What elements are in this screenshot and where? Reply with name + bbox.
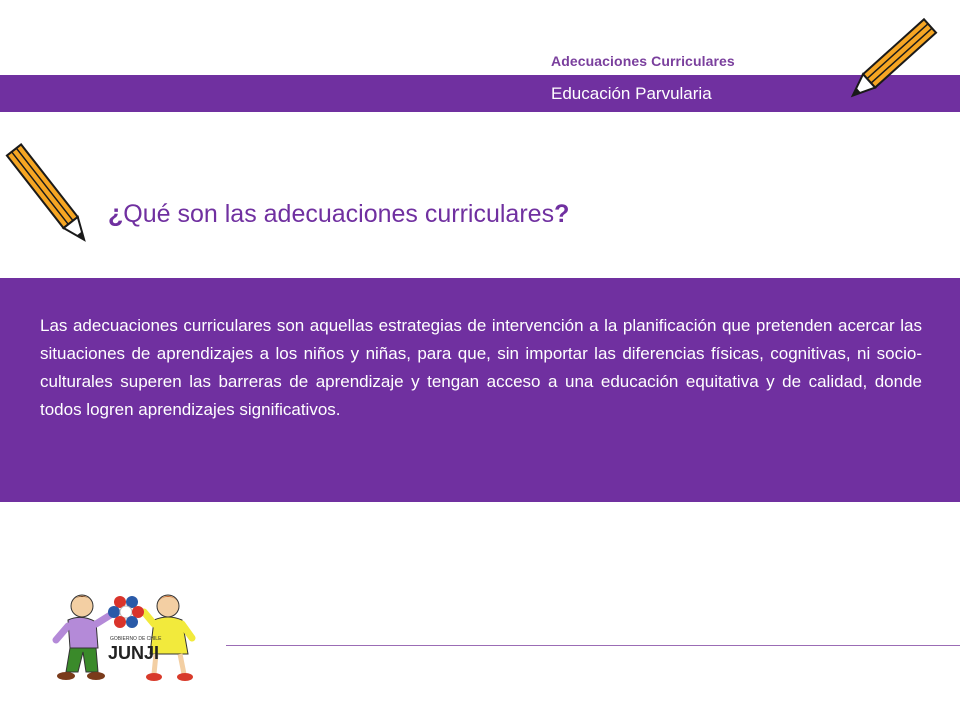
content-band [0, 278, 960, 502]
junji-logo [52, 588, 202, 688]
logo-name: JUNJI [108, 643, 160, 663]
header-title: Adecuaciones Curriculares [551, 53, 735, 69]
question-open: ¿ [108, 200, 124, 228]
body-paragraph: Las adecuaciones curriculares son aquellas estrategias de intervención a la planificación que pretenden acercar las situaciones de aprendizajes a los niños y niñas, para que, sin importar las diferencias físicas, cognitivas, ni socio-culturales superen las barreras de aprendizaje y tengan acceso a una educación equitativa y de calidad, donde todos logren aprendizajes significativos. [40, 316, 922, 419]
logo-caption: GOBIERNO DE CHILE [110, 636, 162, 642]
junji-emblem [108, 596, 144, 628]
footer-line [226, 645, 960, 646]
question-close: ? [554, 200, 570, 228]
question-text: Qué son las adecuaciones curriculares [123, 200, 555, 228]
pencil-icon [826, 14, 946, 104]
page-question [108, 200, 569, 229]
header-subtitle: Educación Parvularia [551, 84, 712, 103]
pencil-icon [0, 140, 100, 250]
child-left-figure [56, 595, 112, 680]
header-band [0, 75, 960, 112]
